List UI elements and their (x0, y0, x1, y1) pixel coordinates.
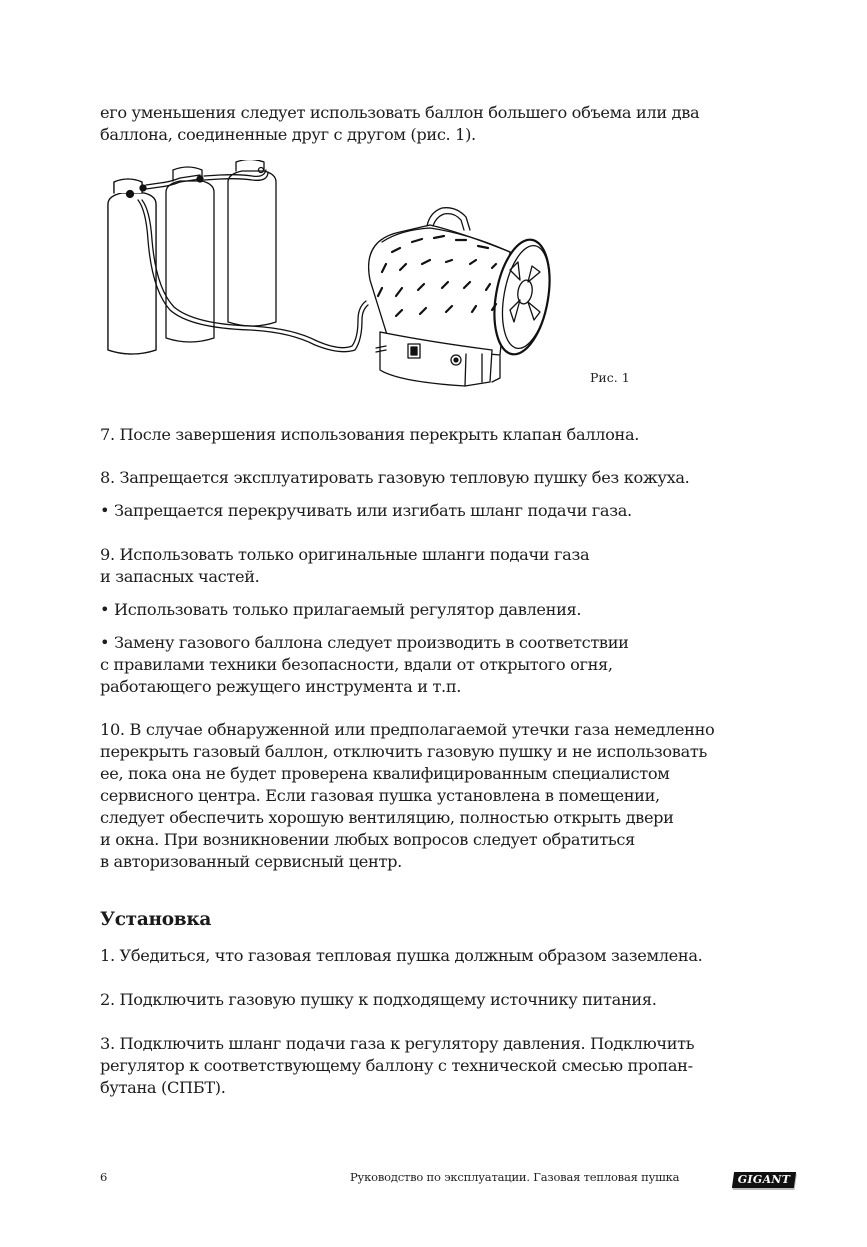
item-10-line-3: ее, пока она не будет проверена квалифицированным специалистом (100, 764, 670, 783)
footer-title: Руководство по эксплуатации. Газовая тепловая пушка (350, 1170, 680, 1184)
intro-line-2: баллона, соединенные друг с другом (рис. 1). (100, 125, 476, 144)
intro-line-1: его уменьшения следует использовать баллон большего объема или два (100, 103, 700, 122)
item-9-bullet-b-line-3: работающего режущего инструмента и т.п. (100, 677, 462, 696)
item-7: 7. После завершения использования перекрыть клапан баллона. (100, 425, 640, 444)
install-step-2: 2. Подключить газовую пушку к подходящему источнику питания. (100, 990, 657, 1009)
install-step-1: 1. Убедиться, что газовая тепловая пушка должным образом заземлена. (100, 946, 703, 965)
gas-cylinders-heater-illustration (100, 160, 660, 395)
item-8: 8. Запрещается эксплуатировать газовую тепловую пушку без кожуха. (100, 468, 690, 487)
item-10-line-5: следует обеспечить хорошую вентиляцию, полностью открыть двери (100, 808, 674, 827)
figure-caption: Рис. 1 (590, 370, 630, 385)
item-10-line-2: перекрыть газовый баллон, отключить газовую пушку и не использовать (100, 742, 707, 761)
page-number: 6 (100, 1170, 108, 1184)
item-9-bullet-b-line-2: с правилами техники безопасности, вдали от открытого огня, (100, 655, 613, 674)
item-10-line-4: сервисного центра. Если газовая пушка установлена в помещении, (100, 786, 660, 805)
figure-cylinders-heater (100, 160, 660, 395)
item-9-line-2: и запасных частей. (100, 567, 260, 586)
item-8-bullet: • Запрещается перекручивать или изгибать шланг подачи газа. (100, 501, 632, 520)
brand-logo (732, 1172, 796, 1188)
install-step-3-line-1: 3. Подключить шланг подачи газа к регулятору давления. Подключить (100, 1034, 695, 1053)
item-9-line-1: 9. Использовать только оригинальные шланги подачи газа (100, 545, 590, 564)
install-step-3-line-2: регулятор к соответствующему баллону с технической смесью пропан- (100, 1056, 693, 1075)
install-step-3-line-3: бутана (СПБТ). (100, 1078, 226, 1097)
item-10-line-7: в авторизованный сервисный центр. (100, 852, 402, 871)
item-10-line-6: и окна. При возникновении любых вопросов следует обратиться (100, 830, 635, 849)
item-10-line-1: 10. В случае обнаруженной или предполагаемой утечки газа немедленно (100, 720, 715, 739)
item-9-bullet-a: • Использовать только прилагаемый регулятор давления. (100, 600, 582, 619)
item-9-bullet-b-line-1: • Замену газового баллона следует производить в соответствии (100, 633, 629, 652)
section-heading-installation: Установка (100, 909, 212, 930)
brand-logo-text: GIGANT (737, 1173, 791, 1186)
